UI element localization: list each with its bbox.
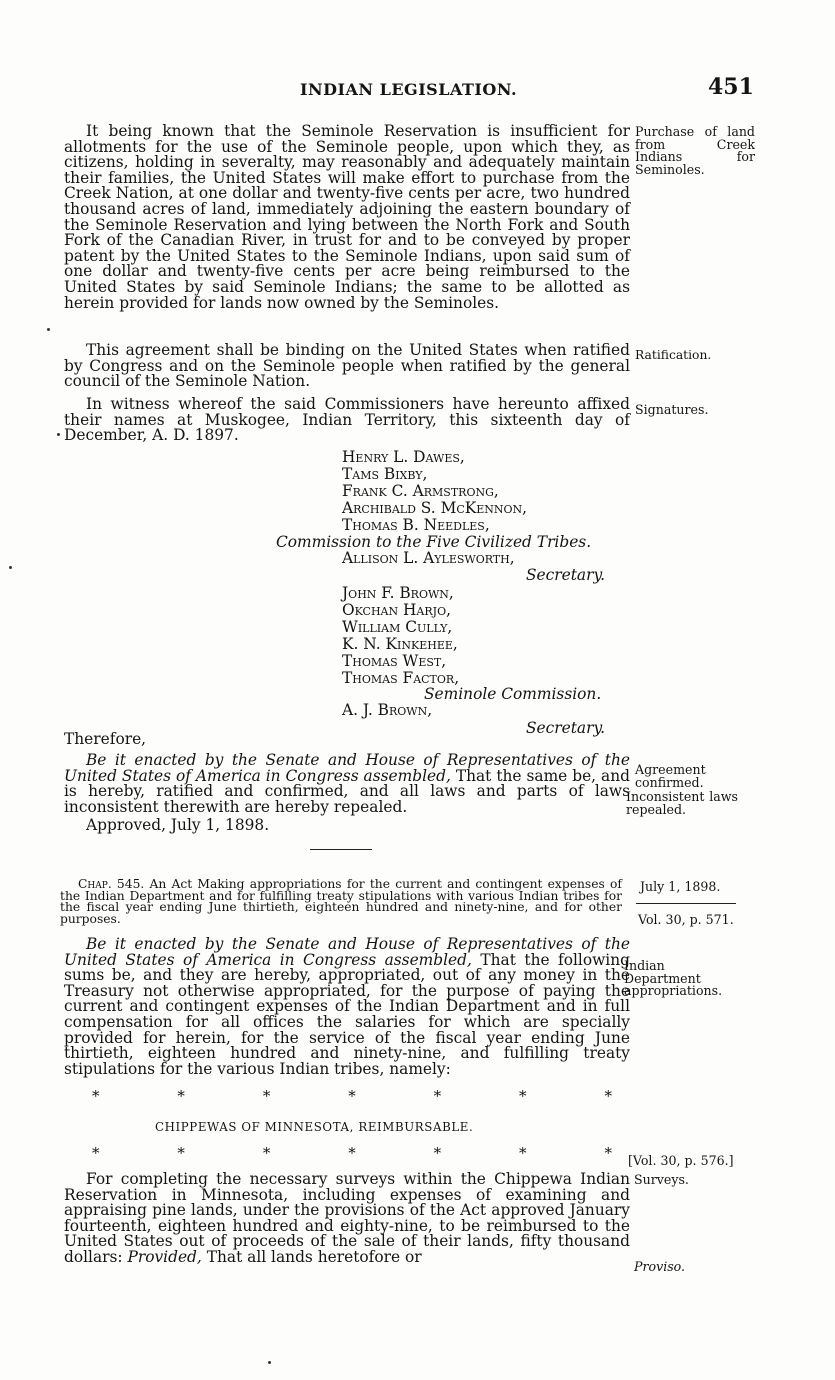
- running-head: INDIAN LEGISLATION.: [300, 80, 518, 99]
- enacting-clause: Be it enacted by the Senate and House of Representatives of the United States of America in Congress assembled,: [64, 935, 630, 969]
- signatory: K. N. Kinkehee,: [342, 635, 458, 653]
- signatory: Okchan Harjo,: [342, 601, 451, 619]
- signatory: Tams Bixby,: [342, 465, 428, 483]
- signatory: William Cully,: [342, 618, 453, 636]
- star: *: [92, 1144, 100, 1162]
- star: *: [519, 1144, 527, 1162]
- approved-text: Approved, July 1, 1898.: [86, 816, 270, 834]
- witness-text: In witness whereof the said Commissioners have hereunto affixed their names at Muskogee, Indian Territory, this sixteenth day of December, A. D. 1897.: [64, 395, 630, 445]
- signatory: Thomas B. Needles,: [342, 516, 490, 534]
- margin-note-agreement: Agreement confirmed.: [635, 762, 706, 790]
- ratification-paragraph: [64, 343, 630, 390]
- surveys-body: For completing the necessary surveys within the Chippewa Indian Reservation in Minnesota, including expenses of examining and appraising pine lands, under the provisions of the Act approved January fourteenth, eighteen hundred and eighty-nine, to be reimbursed to the United States out of proceeds of the sale of their lands, fifty thousand dollars:: [64, 1170, 630, 1266]
- enactment-body: That the same be, and is hereby, ratified and confirmed, and all laws and parts of laws inconsistent therewith are hereby repealed.: [64, 766, 630, 816]
- signature-block: [270, 449, 610, 749]
- chapter-summary-body: An Act Making appropriations for the current and contingent expenses of the Indian Department and for fulfilling treaty stipulations with various Indian tribes for the fiscal year ending June thirtieth, eighteen hundred and ninety-nine, and for other purposes.: [60, 877, 622, 926]
- purchase-text: It being known that the Seminole Reservation is insufficient for allotments for the use of the Seminole people, upon which they, as citizens, holding in severalty, may reasonably and adequately maintain their families, the United States will make effort to purchase from the Creek Nation, at one dollar and twenty-five cents per acre, two hundred thousand acres of land, immediately adjoining the eastern boundary of the Seminole Reservation and lying between the North Fork and South Fork of the Canadian River, in trust for and to be conveyed by proper patent by the United States to the Seminole Indians, upon said sum of one dollar and twenty-five cents per acre being reimbursed to the United States by said Seminole Indians; the same to be allotted as herein provided for lands now owned by the Seminoles.: [64, 122, 630, 312]
- star: *: [348, 1144, 356, 1162]
- secretary-label: Secretary.: [526, 719, 605, 737]
- scan-speck: [47, 328, 50, 331]
- omission-stars: [80, 1089, 624, 1104]
- margin-note-volume-571: Vol. 30, p. 571.: [638, 912, 734, 927]
- section-divider: [310, 849, 372, 850]
- section-subheading: CHIPPEWAS OF MINNESOTA, REIMBURSABLE.: [155, 1120, 474, 1134]
- surveys-paragraph: [64, 1172, 630, 1266]
- signatory: Thomas West,: [342, 652, 447, 670]
- approved-line: [64, 818, 630, 834]
- enacting-clause: Be it enacted by the Senate and House of Representatives of the United States of America in Congress assembled,: [64, 751, 630, 785]
- signatory: Frank C. Armstrong,: [342, 482, 499, 500]
- star: *: [177, 1144, 185, 1162]
- surveys-text: [64, 1172, 630, 1266]
- margin-note-indian-department: Indian Department appropriations.: [624, 958, 723, 999]
- scan-speck: [268, 1361, 271, 1364]
- chapter-summary-text: [60, 879, 622, 925]
- star: *: [604, 1144, 612, 1162]
- surveys-tail: That all lands heretofore or: [206, 1247, 422, 1266]
- seminole-title: Seminole Commission.: [424, 685, 602, 703]
- chapter-label: Chap. 545.: [78, 877, 145, 891]
- star: *: [433, 1144, 442, 1162]
- enactment-text: [64, 753, 630, 815]
- margin-note-inconsistent: Inconsistent laws repealed.: [626, 789, 738, 817]
- witness-paragraph: [64, 397, 630, 444]
- purchase-paragraph: [64, 124, 630, 311]
- scan-speck: [57, 433, 60, 436]
- margin-note-proviso: Proviso.: [634, 1259, 686, 1274]
- margin-note-purchase: Purchase of land from Creek Indians for Seminoles.: [635, 124, 755, 177]
- margin-note-ratification: Ratification.: [635, 348, 712, 362]
- appropriation-body: That the following sums be, and they are hereby, appropriated, out of any money in the Treasury not otherwise appropriated, for the purpose of paying the current and contingent expenses of the Indian Department and in full compensation for all offices the salaries for which are specially provided for herein, for the service of the fiscal year ending June thirtieth, eighteen hundred and ninety-nine, and fulfilling treaty stipulations for the various Indian tribes, namely:: [64, 950, 630, 1078]
- chapter-summary: [60, 879, 622, 925]
- seminole-secretary: A. J. Brown,: [342, 701, 433, 719]
- enactment-paragraph: [64, 753, 630, 815]
- star: *: [604, 1087, 612, 1105]
- star: *: [262, 1087, 271, 1105]
- therefore-text: Therefore,: [64, 730, 147, 748]
- margin-note-surveys: Surveys.: [634, 1172, 689, 1187]
- star: *: [262, 1144, 271, 1162]
- page-number: 451: [708, 74, 754, 100]
- star: *: [433, 1087, 442, 1105]
- provided-word: Provided,: [127, 1247, 202, 1266]
- secretary-label: Secretary.: [526, 566, 605, 584]
- omission-stars: [80, 1146, 624, 1161]
- star: *: [519, 1087, 527, 1105]
- signatory: Thomas Factor,: [342, 669, 460, 687]
- appropriation-paragraph: [64, 937, 630, 1077]
- commission-secretary: Allison L. Aylesworth,: [342, 549, 515, 567]
- margin-divider: [636, 903, 736, 904]
- signatory: Archibald S. McKennon,: [342, 499, 528, 517]
- ratification-text: This agreement shall be binding on the United States when ratified by Congress and on the Seminole people when ratified by the general council of the Seminole Nation.: [64, 341, 630, 391]
- star: *: [177, 1087, 185, 1105]
- scan-speck: [9, 566, 12, 569]
- commission-title: Commission to the Five Civilized Tribes.: [276, 533, 592, 551]
- appropriation-text: [64, 937, 630, 1077]
- margin-note-date: July 1, 1898.: [640, 879, 721, 894]
- therefore-line: [64, 732, 630, 748]
- star: *: [348, 1087, 356, 1105]
- signatory: John F. Brown,: [342, 584, 454, 602]
- margin-note-signatures: Signatures.: [635, 402, 709, 417]
- star: *: [92, 1087, 100, 1105]
- signatory: Henry L. Dawes,: [342, 448, 465, 466]
- margin-note-volume-576: [Vol. 30, p. 576.]: [628, 1153, 734, 1168]
